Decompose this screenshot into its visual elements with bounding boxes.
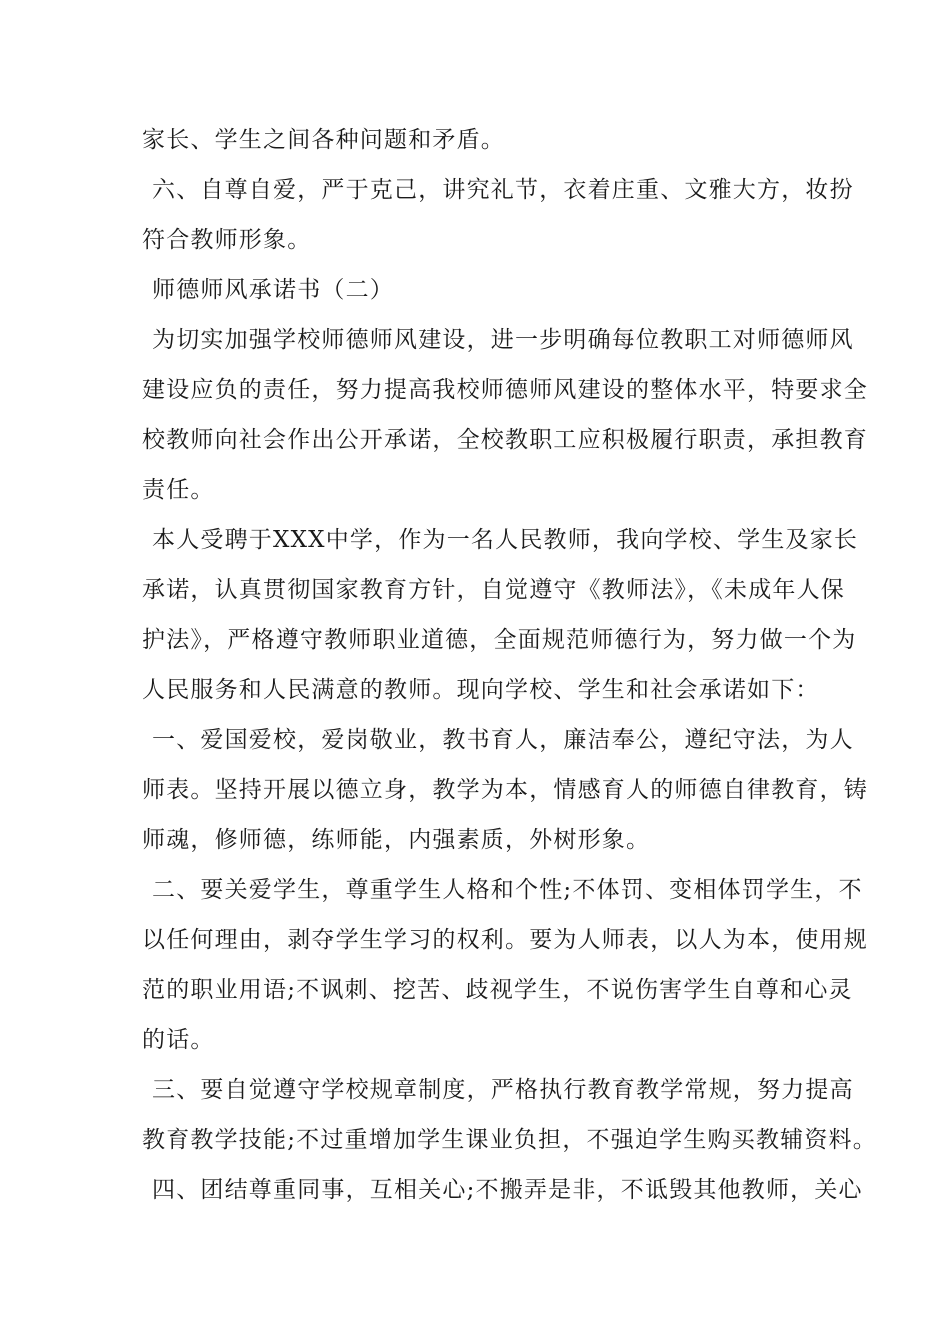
text-line: 范的职业用语;不讽刺、挖苦、歧视学生，不说伤害学生自尊和心灵: [142, 977, 853, 1003]
text-line: 以任何理由，剥夺学生学习的权利。要为人师表，以人为本，使用规: [142, 927, 868, 953]
text-line: 护法》，严格遵守教师职业道德，全面规范师德行为，努力做一个为: [142, 627, 857, 653]
text-line: 建设应负的责任，努力提高我校师德师风建设的整体水平，特要求全: [142, 377, 868, 403]
text-line: 三、要自觉遵守学校规章制度，严格执行教育教学常规，努力提高: [152, 1077, 854, 1103]
text-line: 一、爱国爱校，爱岗敬业，教书育人，廉洁奉公，遵纪守法，为人: [152, 727, 854, 753]
text-line: 六、自尊自爱，严于克己，讲究礼节，衣着庄重、文雅大方，妆扮: [152, 177, 854, 203]
text-line: 符合教师形象。: [142, 227, 312, 253]
text-line: 的话。: [142, 1027, 215, 1053]
text-line: 家长、学生之间各种问题和矛盾。: [142, 127, 505, 153]
section-heading: 师德师风承诺书（二）: [152, 277, 394, 303]
text-line: 二、要关爱学生，尊重学生人格和个性;不体罚、变相体罚学生，不: [152, 877, 863, 903]
text-line: 承诺，认真贯彻国家教育方针，自觉遵守《教师法》，《未成年人保: [142, 577, 845, 603]
text-line: 为切实加强学校师德师风建设，进一步明确每位教职工对师德师风: [152, 327, 854, 353]
text-line: 本人受聘于XXX中学，作为一名人民教师，我向学校、学生及家长: [152, 527, 859, 553]
text-line: 教育教学技能;不过重增加学生课业负担，不强迫学生购买教辅资料。: [142, 1127, 877, 1153]
text-line: 师表。坚持开展以德立身，教学为本，情感育人的师德自律教育，铸: [142, 777, 868, 803]
text-line: 人民服务和人民满意的教师。现向学校、学生和社会承诺如下：: [142, 677, 820, 703]
text-line: 师魂，修师德，练师能，内强素质，外树形象。: [142, 827, 651, 853]
text-line: 责任。: [142, 477, 215, 503]
text-line: 校教师向社会作出公开承诺，全校教职工应积极履行职责，承担教育: [142, 427, 868, 453]
text-line: 四、团结尊重同事，互相关心;不搬弄是非，不诋毁其他教师，关心: [152, 1177, 863, 1203]
